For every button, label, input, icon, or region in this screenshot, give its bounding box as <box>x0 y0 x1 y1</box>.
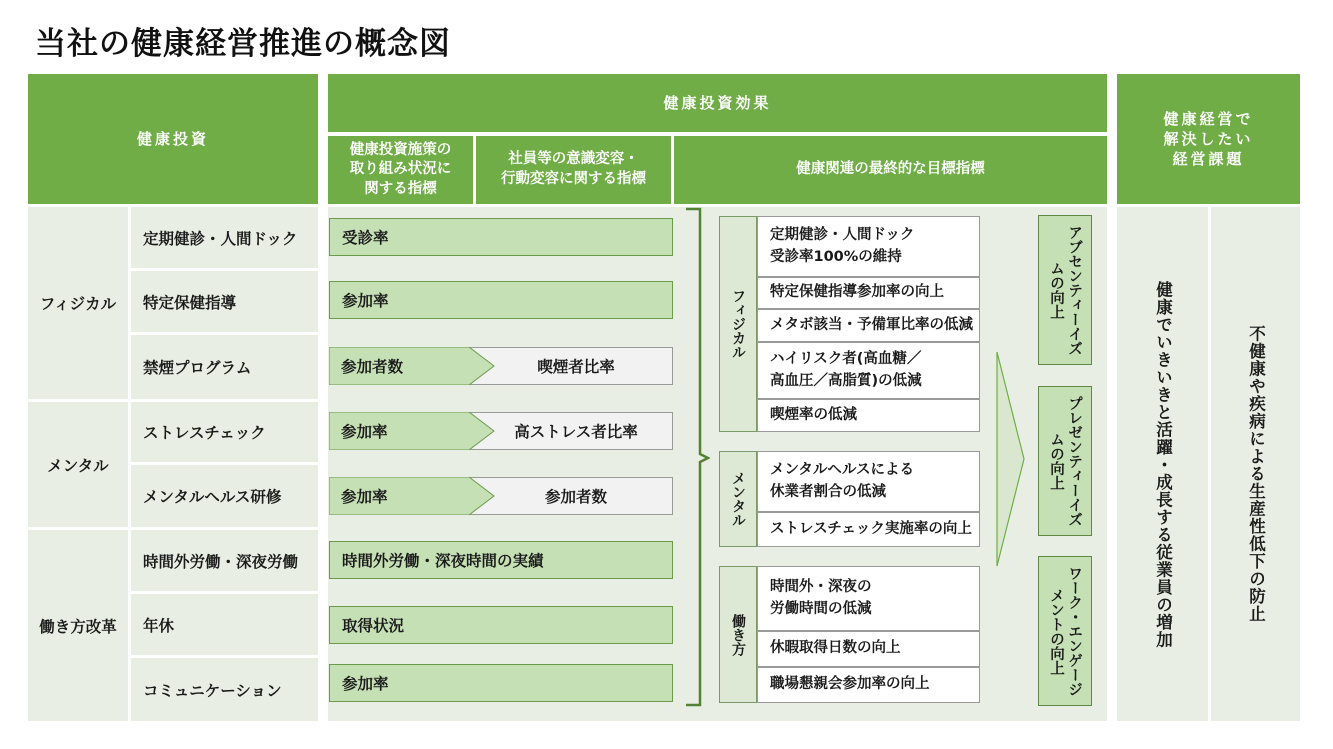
goal-category-workstyle: 働き方 <box>719 566 757 703</box>
effect-absenteeism <box>1038 215 1092 365</box>
header-investment: 健康投資 <box>28 74 318 204</box>
policy-indicator-row: 参加率 <box>329 664 673 702</box>
item-mental-training: メンタルヘルス研修 <box>143 488 282 506</box>
header-policy-indicators: 健康投資施策の 取り組み状況に 関する指標 <box>328 136 473 204</box>
policy-indicator-row: 参加率 <box>341 423 388 441</box>
goal-item: 定期健診・人間ドック 受診率100%の維持 <box>757 216 980 277</box>
item-annual-leave: 年休 <box>143 616 175 635</box>
item-checkup: 定期健診・人間ドック <box>143 229 298 248</box>
issue-label: 健康でいきいきと活躍・成長する従業員の増加 <box>1153 281 1173 649</box>
header-management-issues: 健康経営で 解決したい 経営課題 <box>1117 74 1300 204</box>
page-title: 当社の健康経営推進の概念図 <box>35 26 451 62</box>
item-smoking-program: 禁煙プログラム <box>143 359 252 377</box>
header-final-indicators: 健康関連の最終的な目標指標 <box>674 136 1107 204</box>
policy-indicator-row: 参加率 <box>341 488 388 506</box>
goal-item: メンタルヘルスによる 休業者割合の低減 <box>757 451 980 512</box>
goal-item: 職場懇親会参加率の向上 <box>757 667 980 703</box>
awareness-indicator-box: 喫煙者比率 <box>329 347 673 385</box>
arrow-right-icon <box>994 350 1028 568</box>
policy-indicator-row: 取得状況 <box>329 606 673 644</box>
bracket-shape <box>680 205 710 711</box>
goal-item: 時間外・深夜の 労働時間の低減 <box>757 566 980 631</box>
effect-label: プレゼンティーイズムの向上 <box>1048 395 1083 527</box>
item-communication: コミュニケーション <box>143 681 282 700</box>
policy-indicator-row: 参加者数 <box>341 358 404 376</box>
goal-item: メタボ該当・予備軍比率の低減 <box>757 309 980 342</box>
header-awareness-indicators: 社員等の意識変容・ 行動変容に関する指標 <box>476 136 671 204</box>
goal-item: ハイリスク者(高血糖／ 高血圧／高脂質)の低減 <box>757 342 980 399</box>
item-health-guidance: 特定保健指導 <box>143 293 237 312</box>
goal-item: ストレスチェック実施率の向上 <box>757 512 980 547</box>
effect-engagement <box>1038 556 1092 706</box>
issue-label: 不健康や疾病による生産性低下の防止 <box>1246 325 1266 623</box>
policy-indicator-row: 時間外労働・深夜時間の実績 <box>329 541 673 579</box>
issue-employee-growth <box>1117 230 1208 700</box>
goal-category-physical: フィジカル <box>719 216 757 432</box>
item-stress-check: ストレスチェック <box>143 424 266 442</box>
category-workstyle: 働き方改革 <box>39 617 117 636</box>
goal-item: 喫煙率の低減 <box>757 399 980 432</box>
awareness-indicator-box: 高ストレス者比率 <box>329 412 673 450</box>
policy-indicator-row: 受診率 <box>329 218 673 256</box>
goal-item: 休暇取得日数の向上 <box>757 631 980 667</box>
awareness-indicator-box: 参加者数 <box>329 477 673 515</box>
category-physical: フィジカル <box>39 295 117 313</box>
goal-item: 特定保健指導参加率の向上 <box>757 277 980 309</box>
category-mental: メンタル <box>47 456 109 475</box>
header-effect: 健康投資効果 <box>328 74 1107 132</box>
issue-productivity <box>1211 230 1300 630</box>
effect-label: アブセンティーイズムの向上 <box>1048 224 1083 356</box>
item-overtime: 時間外労働・深夜労働 <box>143 552 299 571</box>
policy-indicator-row: 参加率 <box>329 281 673 319</box>
effect-label: ワーク・エンゲージメントの向上 <box>1048 565 1083 697</box>
effect-presenteeism <box>1038 386 1092 536</box>
goal-category-mental: メンタル <box>719 451 757 547</box>
